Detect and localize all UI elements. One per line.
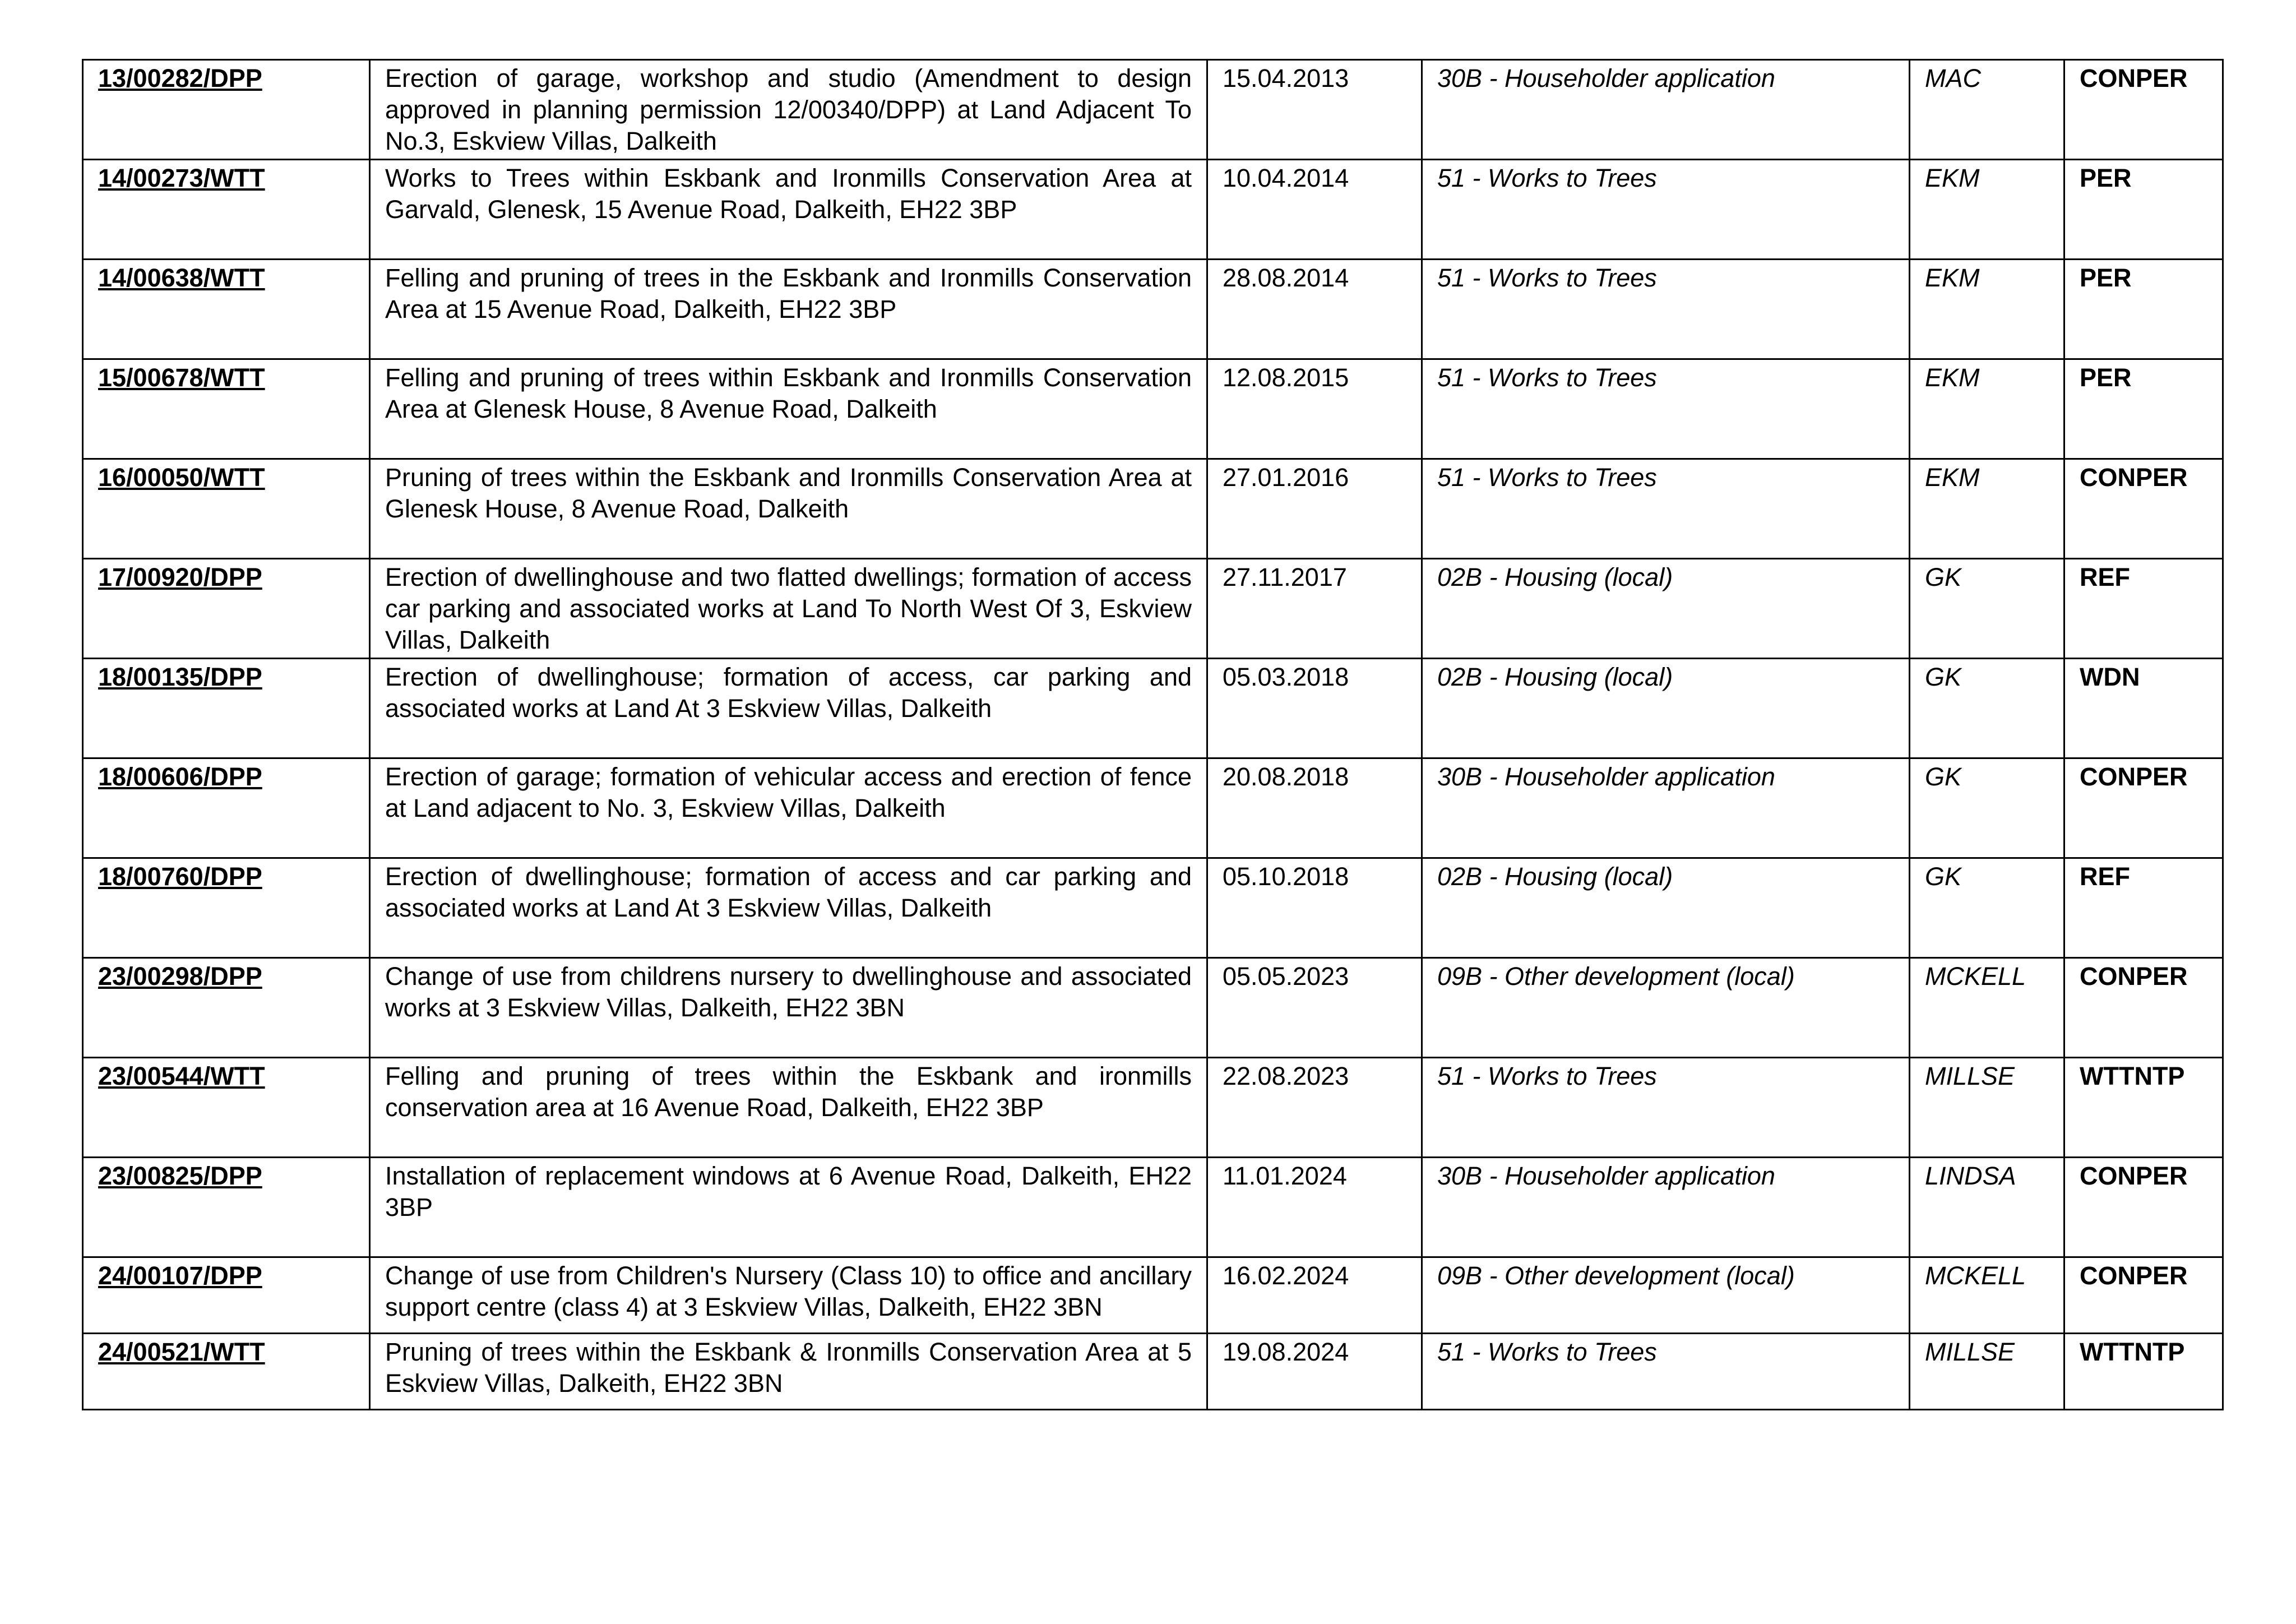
table-row bbox=[83, 1334, 2223, 1410]
received-date: 27.01.2016 bbox=[1207, 459, 1422, 559]
table-row bbox=[83, 958, 2223, 1058]
proposal-description: Erection of dwellinghouse; formation of access, car parking and associated works at Land At 3 Eskview Villas, Dalkeith bbox=[370, 659, 1207, 758]
application-type: 51 - Works to Trees bbox=[1422, 1058, 1910, 1158]
proposal-description: Erection of garage, workshop and studio (Amendment to design approved in planning permission 12/00340/DPP) at Land Adjacent To No.3, Eskview Villas, Dalkeith bbox=[370, 60, 1207, 160]
decision-code: PER bbox=[2064, 359, 2223, 459]
application-type: 02B - Housing (local) bbox=[1422, 858, 1910, 958]
proposal-description: Erection of dwellinghouse and two flatted dwellings; formation of access car parking and associated works at Land To North West Of 3, Eskview Villas, Dalkeith bbox=[370, 559, 1207, 659]
case-officer: EKM bbox=[1910, 459, 2064, 559]
received-date: 28.08.2014 bbox=[1207, 260, 1422, 359]
application-reference-cell bbox=[83, 559, 370, 659]
proposal-description: Pruning of trees within the Eskbank & Ironmills Conservation Area at 5 Eskview Villas, Dalkeith, EH22 3BN bbox=[370, 1334, 1207, 1410]
case-officer: EKM bbox=[1910, 359, 2064, 459]
application-type: 51 - Works to Trees bbox=[1422, 260, 1910, 359]
received-date: 27.11.2017 bbox=[1207, 559, 1422, 659]
application-reference-link[interactable]: 14/00273/WTT bbox=[98, 164, 265, 192]
table-row bbox=[83, 559, 2223, 659]
proposal-description: Works to Trees within Eskbank and Ironmills Conservation Area at Garvald, Glenesk, 15 Avenue Road, Dalkeith, EH22 3BP bbox=[370, 160, 1207, 260]
received-date: 11.01.2024 bbox=[1207, 1158, 1422, 1257]
application-type: 51 - Works to Trees bbox=[1422, 1334, 1910, 1410]
case-officer: MCKELL bbox=[1910, 1257, 2064, 1334]
proposal-description: Pruning of trees within the Eskbank and Ironmills Conservation Area at Glenesk House, 8 Avenue Road, Dalkeith bbox=[370, 459, 1207, 559]
decision-code: CONPER bbox=[2064, 1158, 2223, 1257]
proposal-description: Change of use from Children's Nursery (Class 10) to office and ancillary support centre (class 4) at 3 Eskview Villas, Dalkeith, EH22 3BN bbox=[370, 1257, 1207, 1334]
decision-code: REF bbox=[2064, 858, 2223, 958]
application-reference-cell bbox=[83, 160, 370, 260]
table-row bbox=[83, 60, 2223, 160]
application-type: 51 - Works to Trees bbox=[1422, 160, 1910, 260]
decision-code: WDN bbox=[2064, 659, 2223, 758]
application-reference-link[interactable]: 23/00298/DPP bbox=[98, 962, 262, 991]
proposal-description: Felling and pruning of trees within the Eskbank and ironmills conservation area at 16 Avenue Road, Dalkeith, EH22 3BP bbox=[370, 1058, 1207, 1158]
application-reference-cell bbox=[83, 858, 370, 958]
application-reference-link[interactable]: 18/00135/DPP bbox=[98, 663, 262, 691]
application-reference-link[interactable]: 18/00760/DPP bbox=[98, 862, 262, 891]
table-row bbox=[83, 858, 2223, 958]
decision-code: CONPER bbox=[2064, 758, 2223, 858]
received-date: 05.10.2018 bbox=[1207, 858, 1422, 958]
proposal-description: Felling and pruning of trees within Eskbank and Ironmills Conservation Area at Glenesk House, 8 Avenue Road, Dalkeith bbox=[370, 359, 1207, 459]
case-officer: GK bbox=[1910, 758, 2064, 858]
application-reference-cell bbox=[83, 1058, 370, 1158]
application-reference-cell bbox=[83, 1257, 370, 1334]
application-reference-link[interactable]: 15/00678/WTT bbox=[98, 363, 265, 392]
decision-code: CONPER bbox=[2064, 60, 2223, 160]
table-row bbox=[83, 160, 2223, 260]
table-row bbox=[83, 1257, 2223, 1334]
case-officer: MILLSE bbox=[1910, 1058, 2064, 1158]
application-type: 30B - Householder application bbox=[1422, 60, 1910, 160]
received-date: 19.08.2024 bbox=[1207, 1334, 1422, 1410]
application-reference-link[interactable]: 13/00282/DPP bbox=[98, 64, 262, 92]
application-reference-cell bbox=[83, 260, 370, 359]
decision-code: PER bbox=[2064, 260, 2223, 359]
table-row bbox=[83, 1158, 2223, 1257]
case-officer: MILLSE bbox=[1910, 1334, 2064, 1410]
decision-code: WTTNTP bbox=[2064, 1334, 2223, 1410]
decision-code: REF bbox=[2064, 559, 2223, 659]
case-officer: MCKELL bbox=[1910, 958, 2064, 1058]
application-reference-cell bbox=[83, 758, 370, 858]
application-reference-cell bbox=[83, 459, 370, 559]
proposal-description: Erection of garage; formation of vehicular access and erection of fence at Land adjacent to No. 3, Eskview Villas, Dalkeith bbox=[370, 758, 1207, 858]
table-row bbox=[83, 1058, 2223, 1158]
received-date: 10.04.2014 bbox=[1207, 160, 1422, 260]
table-row bbox=[83, 758, 2223, 858]
table-row bbox=[83, 260, 2223, 359]
application-type: 51 - Works to Trees bbox=[1422, 359, 1910, 459]
application-reference-link[interactable]: 23/00825/DPP bbox=[98, 1162, 262, 1190]
application-reference-cell bbox=[83, 1334, 370, 1410]
case-officer: EKM bbox=[1910, 260, 2064, 359]
application-reference-cell bbox=[83, 958, 370, 1058]
application-reference-cell bbox=[83, 359, 370, 459]
table-row bbox=[83, 359, 2223, 459]
table-row bbox=[83, 659, 2223, 758]
application-reference-cell bbox=[83, 60, 370, 160]
case-officer: EKM bbox=[1910, 160, 2064, 260]
application-type: 30B - Householder application bbox=[1422, 758, 1910, 858]
received-date: 05.05.2023 bbox=[1207, 958, 1422, 1058]
proposal-description: Change of use from childrens nursery to dwellinghouse and associated works at 3 Eskview Villas, Dalkeith, EH22 3BN bbox=[370, 958, 1207, 1058]
received-date: 22.08.2023 bbox=[1207, 1058, 1422, 1158]
application-reference-link[interactable]: 16/00050/WTT bbox=[98, 463, 265, 492]
application-reference-link[interactable]: 17/00920/DPP bbox=[98, 563, 262, 591]
application-type: 51 - Works to Trees bbox=[1422, 459, 1910, 559]
application-type: 09B - Other development (local) bbox=[1422, 958, 1910, 1058]
case-officer: GK bbox=[1910, 858, 2064, 958]
proposal-description: Felling and pruning of trees in the Eskbank and Ironmills Conservation Area at 15 Avenue Road, Dalkeith, EH22 3BP bbox=[370, 260, 1207, 359]
application-reference-link[interactable]: 23/00544/WTT bbox=[98, 1062, 265, 1090]
application-reference-link[interactable]: 14/00638/WTT bbox=[98, 263, 265, 292]
proposal-description: Installation of replacement windows at 6 Avenue Road, Dalkeith, EH22 3BP bbox=[370, 1158, 1207, 1257]
application-type: 30B - Householder application bbox=[1422, 1158, 1910, 1257]
case-officer: MAC bbox=[1910, 60, 2064, 160]
application-type: 02B - Housing (local) bbox=[1422, 659, 1910, 758]
received-date: 15.04.2013 bbox=[1207, 60, 1422, 160]
case-officer: GK bbox=[1910, 659, 2064, 758]
received-date: 16.02.2024 bbox=[1207, 1257, 1422, 1334]
proposal-description: Erection of dwellinghouse; formation of access and car parking and associated works at Land At 3 Eskview Villas, Dalkeith bbox=[370, 858, 1207, 958]
received-date: 20.08.2018 bbox=[1207, 758, 1422, 858]
received-date: 12.08.2015 bbox=[1207, 359, 1422, 459]
application-reference-link[interactable]: 24/00521/WTT bbox=[98, 1338, 265, 1366]
case-officer: GK bbox=[1910, 559, 2064, 659]
planning-applications-table bbox=[82, 59, 2224, 1410]
decision-code: CONPER bbox=[2064, 958, 2223, 1058]
decision-code: CONPER bbox=[2064, 1257, 2223, 1334]
case-officer: LINDSA bbox=[1910, 1158, 2064, 1257]
table-row bbox=[83, 459, 2223, 559]
application-reference-cell bbox=[83, 659, 370, 758]
application-type: 09B - Other development (local) bbox=[1422, 1257, 1910, 1334]
application-reference-link[interactable]: 24/00107/DPP bbox=[98, 1261, 262, 1290]
received-date: 05.03.2018 bbox=[1207, 659, 1422, 758]
decision-code: CONPER bbox=[2064, 459, 2223, 559]
application-reference-link[interactable]: 18/00606/DPP bbox=[98, 762, 262, 791]
decision-code: PER bbox=[2064, 160, 2223, 260]
application-reference-cell bbox=[83, 1158, 370, 1257]
decision-code: WTTNTP bbox=[2064, 1058, 2223, 1158]
application-type: 02B - Housing (local) bbox=[1422, 559, 1910, 659]
